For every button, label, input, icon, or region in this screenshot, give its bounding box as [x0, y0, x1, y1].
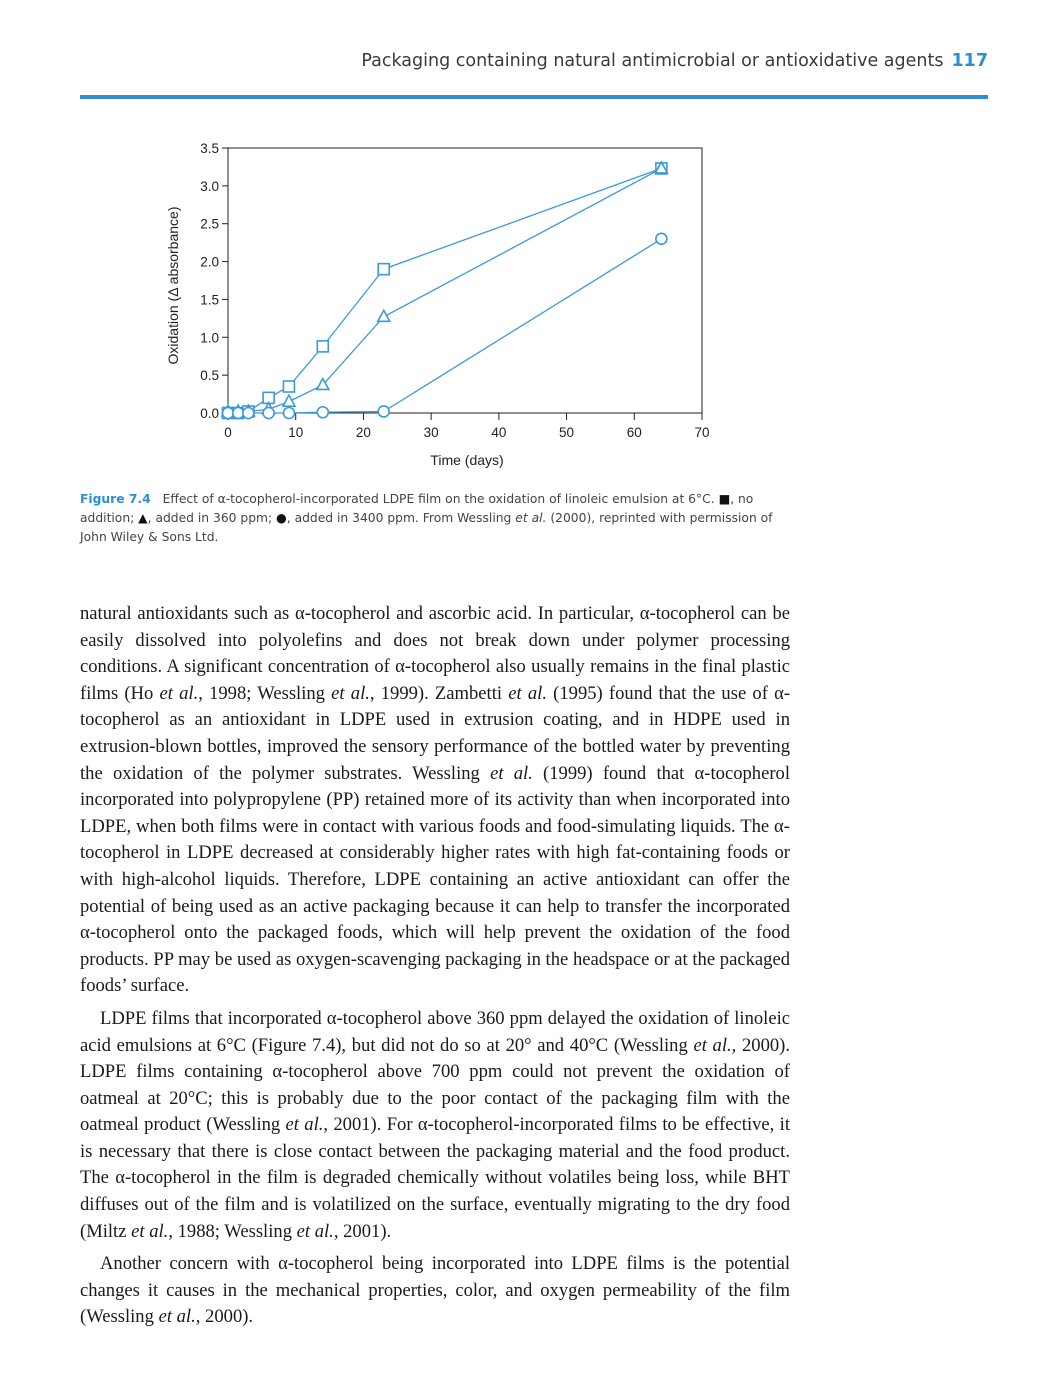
caption-text: ■ [718, 492, 731, 506]
caption-text: ▲ [138, 511, 148, 525]
circle-marker [656, 233, 667, 244]
x-tick-label: 10 [288, 425, 304, 440]
circle-marker [317, 407, 328, 418]
y-tick-label: 0.5 [200, 368, 219, 384]
italic-run: et al. [508, 682, 547, 704]
y-tick-label: 3.0 [200, 178, 219, 194]
text-run: Another concern with α-tocopherol being incorporated into LDPE films is the potential changes it causes in the mechanical properties, color, and oxygen permeability of the film (Wessling [80, 1253, 790, 1328]
caption-text: -tocopherol-incorporated LDPE film on the oxidation of linoleic emulsion at 6°C. [225, 492, 719, 506]
y-tick-label: 0.0 [200, 406, 219, 421]
caption-text: , no addition; [80, 492, 754, 525]
y-axis-label: Oxidation (Δ absorbance) [165, 206, 181, 365]
italic-run: et al. [693, 1034, 732, 1056]
circle-marker [263, 408, 274, 419]
triangle-marker [283, 395, 295, 406]
x-tick-label: 40 [491, 425, 507, 440]
y-tick-label: 2.0 [200, 254, 219, 270]
x-tick-label: 50 [559, 425, 575, 440]
body-text [80, 601, 790, 1331]
y-tick-label: 1.5 [200, 292, 219, 308]
body-paragraph [80, 1006, 790, 1245]
italic-run: et al. [158, 1306, 196, 1328]
caption-text: et al. [515, 511, 547, 525]
circle-marker [378, 406, 389, 417]
series-line-triangle [228, 168, 661, 411]
text-run: , 2001). For α-tocopherol-incorporated films to be effective, it is necessary that there is close contact between the packaging material and the food product. The α-tocopherol in the film is degraded chemically without volatiles being loss, while BHT diffuses out of the film and is volatilized on the surface, eventually migrating to the dry food (Miltz [80, 1114, 790, 1242]
italic-run: et al. [285, 1114, 324, 1136]
caption-text: α [217, 492, 226, 506]
text-run: natural antioxidants such as α-tocopherol and ascorbic acid. In particular, α-tocopherol can be easily dissolved into polyolefins and does not break down under polymer processing conditions. A significant concentration of α-tocopherol also usually remains in the final plastic films (Ho [80, 603, 790, 704]
text-run: LDPE films that incorporated α-tocopherol above 360 ppm delayed the oxidation of linoleic acid emulsions at 6°C (Figure 7.4), but did not do so at 20° and 40°C (Wessling [80, 1007, 790, 1056]
oxidation-chart [150, 128, 750, 473]
circle-marker [233, 408, 244, 419]
x-tick-label: 20 [355, 425, 371, 440]
text-run: (1995) found that the use of α-tocopherol as an antioxidant in LDPE used in extrusion coating, and in HDPE used in extrusion-blown bottles, improved the sensory performance of the bottled water by preventing the oxidation of the polymer substrates. Wessling [80, 682, 791, 784]
square-marker [378, 264, 389, 275]
body-paragraph [80, 601, 790, 1000]
page-number: 117 [951, 51, 988, 71]
italic-run: et al. [490, 762, 533, 784]
figure-caption [80, 490, 800, 547]
italic-run: et al. [331, 682, 370, 704]
caption-text: (2000), reprinted with permission of John Wiley & Sons Ltd. [80, 511, 773, 544]
text-run: , 2000). LDPE films containing α-tocopherol above 700 ppm could not prevent the oxidation of oatmeal at 20°C; this is probably due to the poor contact of the packaging film with the oatmeal product (Wessling [80, 1034, 790, 1136]
running-title: Packaging containing natural antimicrobial or antioxidative agents [361, 51, 944, 71]
text-run: , 1988; Wessling [168, 1220, 297, 1242]
series-line-square [228, 168, 661, 413]
text-run: , 2001). [333, 1220, 392, 1242]
text-run: , 1999). Zambetti [369, 682, 509, 704]
square-marker [317, 341, 328, 352]
figure-label: Figure 7.4 [80, 492, 151, 506]
caption-text: , added in 3400 ppm. From Wessling [286, 511, 516, 525]
italic-run: et al. [131, 1220, 169, 1242]
y-tick-label: 1.0 [200, 330, 219, 346]
italic-run: et al. [159, 682, 199, 704]
x-tick-label: 0 [224, 425, 232, 440]
circle-marker [223, 408, 234, 419]
plot-frame [228, 148, 702, 413]
header-rule [80, 95, 988, 99]
y-tick-label: 3.5 [200, 141, 219, 156]
text-run: , 1998; Wessling [198, 682, 332, 704]
square-marker [283, 381, 294, 392]
body-paragraph [80, 1251, 790, 1331]
running-header [361, 51, 988, 71]
italic-run: et al. [296, 1220, 334, 1242]
y-tick-label: 2.5 [200, 216, 219, 232]
x-tick-label: 30 [423, 425, 439, 440]
text-run: (1999) found that α-tocopherol incorporated into polypropylene (PP) retained more of its activity than when incorporated into LDPE, when both films were in contact with various foods and food-simulating liquids. The α-tocopherol in LDPE decreased at considerably higher rates with high fat-containing foods or with high-alcohol liquids. Therefore, LDPE containing an active antioxidant can offer the potential of being used as an active packaging because it can help to transfer the incorporated α-tocopherol onto the packaged foods, which will help prevent the oxidation of the food products. PP may be used as oxygen-scavenging packaging in the headspace or at the packaged foods’ surface. [80, 762, 791, 997]
x-tick-label: 70 [694, 425, 710, 440]
text-run: , 2000). [195, 1306, 254, 1328]
x-tick-label: 60 [626, 425, 642, 440]
caption-text: Effect of [162, 492, 218, 506]
circle-marker [243, 408, 254, 419]
caption-text: , added in 360 ppm; [147, 511, 277, 525]
caption-text: ● [276, 511, 287, 525]
x-axis-label: Time (days) [430, 452, 504, 468]
circle-marker [283, 408, 294, 419]
triangle-marker [378, 310, 390, 321]
